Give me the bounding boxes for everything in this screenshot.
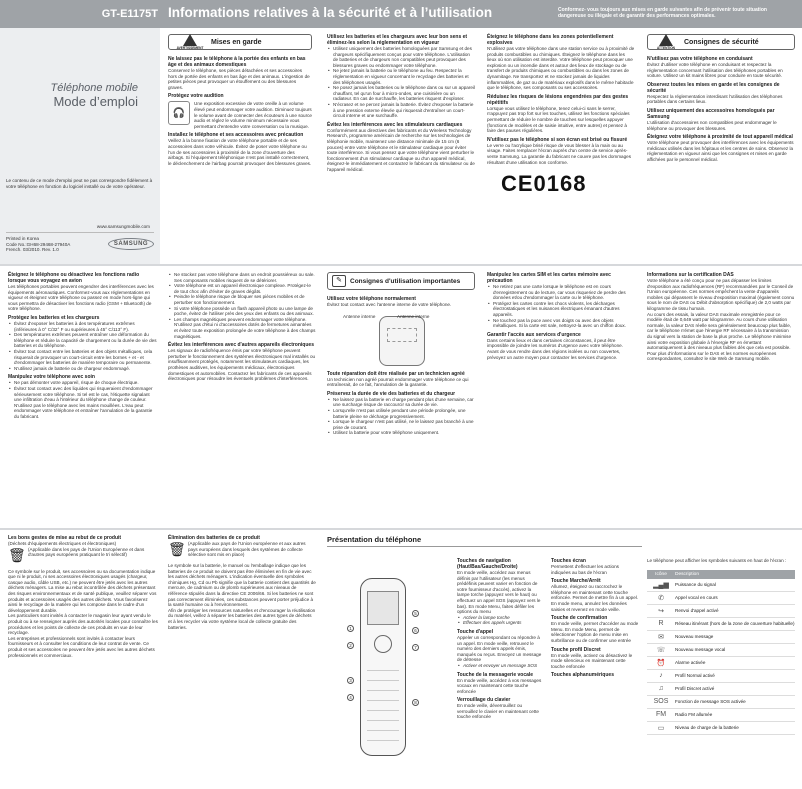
keypad xyxy=(367,661,399,743)
antenna-label-left: Antenne interne xyxy=(343,313,376,319)
m4-heading-2: Garantir l'accès aux services d'urgence xyxy=(487,331,581,338)
m3-text-2: Un technicien non agréé pourrait endommager votre téléphone ce qui entraînerait, de ce fait, l'annulation de la garantie. xyxy=(327,376,469,388)
usage-column xyxy=(327,272,475,436)
col2-bullet: • Ne posez jamais les batteries ou le téléphone dans ou sur un appareil chauffant, tel qu'un four à micro-ondes, une cuisinière ou un radiateur. En cas de surchauffe, les batteries risquent d'exploser. xyxy=(327,85,475,102)
icons-table-row xyxy=(647,683,795,696)
key-heading: Verrouillage du clavier xyxy=(457,697,511,704)
callout-6: 6 xyxy=(412,627,419,634)
safety-header xyxy=(647,34,795,50)
battery-disposal-column xyxy=(168,535,316,630)
m1-bullet: • Ne pas démonter votre appareil, risque de choque électrique. xyxy=(8,380,158,386)
b2-text-1: (Applicable aux pays de l'Union européenne et aux autres pays européens dans lesquels des systèmes de collecte sélective sont mis en place) xyxy=(188,541,306,558)
key-heading: Touche profil Discret xyxy=(551,646,601,653)
m5-text-3: Pour plus d'informations sur le DAS et les normes européennes correspondantes, consultez le site Web de Samsung mobile. xyxy=(647,350,777,362)
m3-bullet: • Utilisez la batterie pour votre téléphone uniquement. xyxy=(327,430,475,436)
m4-bullet: • Ne touchez pas la puce avec vos doigts ou avec des objets métalliques. Si la carte est sale, nettoyez-la avec un chiffon doux. xyxy=(487,318,635,329)
icons-section xyxy=(647,558,795,735)
phone-drawing xyxy=(360,578,406,756)
callout-8: 8 xyxy=(412,699,419,706)
col3-heading-2: Réduisez les risques de lésions engendrées par des gestes répétitifs xyxy=(487,93,629,106)
col2-bullet: • Ne jetez jamais la batterie ou le téléphone au feu. Respectez la réglementation en vigueur concernant le recyclage des batteries et des téléphones usagés. xyxy=(327,68,475,85)
icon-description: Renvoi d'appel activé xyxy=(675,608,719,614)
m5-text-1: Votre téléphone a été conçu pour ne pas dépasser les limites d'exposition aux radiofréquences (RF) recommandées par le Conseil de l'Union européenne. Ces normes empêchent la vente d'appareils mobiles qui dépassent le niveau d'exposition maximal (également connu sous le nom de DAS ou Débit d'absorption spécifique) de 2,0 watts par kilogramme de tissu humain. xyxy=(647,278,795,311)
cover-title-line1: Téléphone mobile xyxy=(50,82,138,94)
antenna-diagram xyxy=(327,310,475,368)
m3-heading-1: Utilisez votre téléphone normalement xyxy=(327,296,416,302)
m2-heading-1: Évitez les interférences avec d'autres appareils électroniques xyxy=(168,342,314,349)
status-icon: ▭ xyxy=(657,724,665,732)
antenna-area xyxy=(387,328,417,342)
callout-2: 2 xyxy=(347,642,354,649)
page-subtitle: Conformez- vous toujours aux mises en garde suivantes afin de prévenir toute situation dangereuse ou illégale et de garantir des performances optimales. xyxy=(558,7,767,19)
warnings-column xyxy=(168,34,312,166)
callout-3: 3 xyxy=(347,677,354,684)
icons-table-row xyxy=(647,579,795,592)
m1-heading-2: Protégez les batteries et les chargeurs xyxy=(8,314,100,321)
status-icon: ↪ xyxy=(658,607,664,615)
col2-heading-1: Utilisez les batteries et les chargeurs avec leur bon sens et éliminez-les selon la réglementation en vigueur xyxy=(327,34,468,46)
caution-icon xyxy=(659,34,673,46)
cover-title xyxy=(20,82,138,108)
callout-7: 7 xyxy=(412,644,419,651)
key-text: En mode veille, accédez à vos messages vocaux en maintenant cette touche enfoncée xyxy=(457,677,542,694)
warn-heading-1: Ne laissez pas le téléphone à la portée des enfants en bas âge et des animaux domestiques xyxy=(168,56,306,68)
warn-text-2: Une exposition excessive de votre oreille à un volume élevé peut endommager votre audition. Diminuez toujours le volume avant de connecter des écouteurs à une source audio et réglez le volume minimum nécessaire vous permettant d’entendre votre conversation ou la musique. xyxy=(194,101,312,129)
m1-bullet: • Évitez d'exposer les batteries à des températures extrêmes (inférieures à 0° C/32° F ou supérieures à 45° C/113° F). xyxy=(8,321,158,332)
b2-text-2: Le symbole sur la batterie, le manuel ou l'emballage indique que les batteries de ce produit ne doivent pas être éliminées en fin de vie avec les autres déchets ménagers. L'indication éventuelle des symboles chimiques Hg, Cd ou Pb signifie que la batterie contient des quantités de mercure, de cadmium ou de plomb supérieures aux niveaux de référence stipulés dans la directive CE 2006/66. Si les batteries ne sont pas correctement éliminées, ces substances peuvent porter préjudice à la santé humaine ou à l'environnement. xyxy=(168,563,316,608)
m3-text-1: Évitez tout contact avec l'antenne interne de votre téléphone. xyxy=(327,302,452,307)
presentation-header xyxy=(327,535,642,547)
icon-description: Alarme activée xyxy=(675,660,706,666)
icons-table-row xyxy=(647,644,795,657)
m4-bullet: • Protégez les cartes contre les chocs violents, les décharges électrostatiques et les nuisances électriques émanant d'autres appareils. xyxy=(487,301,635,318)
cover-url: www.samsungmobile.com xyxy=(96,224,150,229)
status-icon: R xyxy=(658,620,664,628)
icon-description: Fonction de message SOS activée xyxy=(675,699,746,705)
page-title: Informations relatives à la sécurité et à l’utilisation xyxy=(168,5,493,20)
col4-text-4: Votre téléphone peut provoquer des interférences avec les équipements médicaux utilisés dans les hôpitaux et les centres de soins. Observez la réglementation en vigueur ainsi que les consignes et mises en garde affichées par le personnel médical. xyxy=(647,140,794,162)
explosive-column xyxy=(487,34,635,197)
crossed-bin-icon: 🗑 xyxy=(8,546,26,563)
col3-heading-3: N'utilisez pas le téléphone si son écran est brisé ou fissuré xyxy=(487,136,628,143)
warn-heading-3: Installez le téléphone et ses accessoires avec précaution xyxy=(168,132,304,139)
key-sub: • Activer et envoyer un message SOS xyxy=(457,663,543,669)
sar-column xyxy=(647,272,795,362)
col4-heading-1: N'utilisez pas votre téléphone en conduisant xyxy=(647,56,753,62)
icons-intro: Le téléphone peut afficher les symboles suivants en haut de l'écran : xyxy=(647,558,787,563)
icons-table-row xyxy=(647,592,795,605)
batteries-column xyxy=(327,34,475,172)
nav-key xyxy=(374,635,392,653)
warn-text-1: Conservez le téléphone, ses pièces détachées et ses accessoires hors de portée des enfants en bas âge et des animaux. L’ingestion de petites pièces peut provoquer un étouffement ou des blessures graves. xyxy=(168,68,310,90)
icon-description: Radio FM allumée xyxy=(675,712,713,718)
key-heading: Touche de la messagerie vocale xyxy=(457,671,534,678)
phone-screen xyxy=(367,591,399,625)
hearing-block xyxy=(168,101,312,129)
usage-title: Consignes d'utilisation importantes xyxy=(350,277,461,285)
key-sub: • Effectuer des appels urgents xyxy=(457,620,543,626)
m2-bullet: • Peindre le téléphone risque de bloquer ses pièces mobiles et de perturber son fonctionnement. xyxy=(168,294,316,305)
m1-heading-3: Manipulez votre téléphone avec soin xyxy=(8,374,95,381)
status-icon: ☏ xyxy=(656,646,666,654)
status-icon: ▂▄▆ xyxy=(653,581,669,589)
flight-column xyxy=(8,272,158,419)
samsung-logo: SAMSUNG xyxy=(108,238,154,250)
weee-block xyxy=(8,547,158,569)
icons-table-row xyxy=(647,709,795,722)
callout-markers-left xyxy=(347,625,354,701)
col3-text-1: N'utilisez pas votre téléphone dans une station service ou à proximité de produits combustibles ou chimiques. Éteignez le téléphone dans les lieux où son utilisation est interdite. Votre téléphone peut provoquer une explosion ou un incendie dans et autour des lieux de stockage ou de transfert de produits chimiques ou combustibles ou dans les zones de dynamitage. Ne transportez et ne stockez jamais de liquides inflammables, de gaz ou de matériaux explosifs dans le même habitacle que le téléphone, ses composants ou ses accessoires. xyxy=(487,46,635,91)
callout-5: 5 xyxy=(412,610,419,617)
section-divider xyxy=(0,264,802,266)
col2-bullet: • N'écrasez et ne percez jamais la batterie. Évitez d'exposer la batterie à une pression externe élevée qui risquerait d'entraîner un court-circuit interne et une surchauffe. xyxy=(327,102,475,119)
warnings-title: Mises en garde xyxy=(211,38,262,46)
key-text: Appeler un correspondant ou répondre à un appel. En mode veille, retrouvez le numéro des derniers appels émis, manqués ou reçus. Envoyez un message de détresse xyxy=(457,634,542,663)
icons-table-body xyxy=(647,579,795,735)
icon-description: Profil Normal activé xyxy=(675,673,715,679)
icon-description: Nouveau message vocal xyxy=(675,647,726,653)
status-icon: ♫ xyxy=(658,685,664,693)
col4-text-1: Évitez d'utiliser votre téléphone en conduisant et respectez la réglementation concernant l'utilisation des téléphones portables en voiture. Utilisez un kit mains libres pour conduire en toute sécurité. xyxy=(647,62,783,79)
key-text: Permettent d'effectuer les actions indiquées au bas de l'écran xyxy=(551,564,619,575)
warning-icon xyxy=(183,34,197,46)
col3-text-3: Le verre ou l'acrylique brisé risque de vous blesser à la main ou au visage. Faites remplacer l'écran auprès d'un centre de service après-vente Samsung. La garantie du fabricant ne couvre pas les dommages résultant d'une utilisation non conforme. xyxy=(487,142,632,165)
col4-heading-4: Éteignez votre téléphone à proximité de tout appareil médical xyxy=(647,134,793,141)
safety-column xyxy=(647,34,795,163)
care-column xyxy=(168,272,316,382)
m4-heading-1: Manipulez les cartes SIM et les cartes mémoire avec précaution xyxy=(487,272,611,284)
key-text: En mode veille, accédez aux menus définis par l'utilisateur (les menus prédéfinis peuvent varier en fonction de votre fournisseur d'accès), activez la lampe torche (appuyez vers le haut) ou effectuez un appel SOS (appuyez vers le bas). En mode Menu, faites défiler les options du menu xyxy=(457,570,541,615)
icons-col-desc: Description xyxy=(675,571,699,577)
icons-table-row xyxy=(647,631,795,644)
note-icon: ✎ xyxy=(332,275,346,287)
m3-bullet: • Ne laissez pas la batterie en charge pendant plus d'une semaine, car une surcharge risque de raccourcir sa durée de vie. xyxy=(327,397,475,408)
b1-subheading: (Déchets d'équipements électriques et électroniques) xyxy=(8,541,117,546)
key-heading: Touche Marche/Arrêt xyxy=(551,578,601,585)
col3-text-2: Lorsque vous utilisez le téléphone, tenez celui-ci sans le serrer, n'appuyez pas trop fort sur les touches, utilisez les fonctions spéciales permettant de réduire le nombre de touches sur lesquelles appuyer (fonctions de modèles et de saisie intuitive, entre autres) et pensez à faire des pauses régulières. xyxy=(487,105,630,134)
crossed-bin-icon: 🗑 xyxy=(168,541,186,557)
callout-4: 4 xyxy=(347,694,354,701)
safety-title: Consignes de sécurité xyxy=(684,38,759,46)
m1-bullet: • Évitez tout contact avec des liquides qui risqueraient d'endommager sérieusement votre téléphone. Si tel est le cas, l'étiquette signalant une infiltration d'eau à l'intérieur du téléphone change de couleur. N'utilisez pas le téléphone avec les mains mouillées. L'eau peut endommager votre téléphone et entraîner l'annulation de la garantie du fabricant. xyxy=(8,386,158,420)
b2-heading: Élimination des batteries de ce produit xyxy=(168,535,260,541)
key-heading: Touches alphanumériques xyxy=(551,672,614,679)
m3-bullet: • Lorsque le chargeur n'est pas utilisé, ne le laissez pas branché à une prise de courant. xyxy=(327,419,475,430)
b2-text-3: Afin de protéger les ressources naturelles et d'encourager la réutilisation du matériel, veillez à séparer les batteries des autres types de déchets et à les recycler via votre système local de collecte gratuite des batteries. xyxy=(168,607,316,630)
presentation-title: Présentation du téléphone xyxy=(327,535,422,544)
icon-description: Niveau de charge de la batterie xyxy=(675,725,739,731)
disposal-column xyxy=(8,535,158,658)
m1-text-1: Les téléphones portables peuvent engendrer des interférences avec les équipements aéronautiques. Conformez-vous aux réglementations en vigueur et éteignez votre téléphone ou passez en mode hors-ligne qui vous permettra de désactiver les fonctions radio (GSM + Bluetooth) de votre téléphone. xyxy=(8,284,154,312)
b1-text-2: Ce symbole sur le produit, ses accessoires ou sa documentation indique que ni le produit, ni ses accessoires électroniques usagés (chargeur, casque audio, câble USB, etc.) ne peuvent être jetés avec les autres déchets ménagers. La mise au rebut incontrôlée des déchets présentant des risques environnementaux et de santé publique, veuillez séparer vos produits et accessoires usagés des autres déchets. Vous favoriserez ainsi le recyclage de la matière qui les compose dans le cadre d'un développement durable. xyxy=(8,568,157,613)
status-icon: SOS xyxy=(653,698,669,706)
keys-column-1 xyxy=(457,558,543,720)
status-icon: FM xyxy=(655,711,667,719)
key-text: En mode veille, activez ou désactivez le mode silencieux en maintenant cette touche enfoncée xyxy=(551,652,633,669)
m2-bullet: • Ne stockez pas votre téléphone dans un endroit poussiéreux ou sale. Ses composants mobiles risquent de se détériorer. xyxy=(168,272,316,283)
m1-bullet: • Évitez tout contact entre les batteries et des objets métalliques, cela risquerait de provoquer un court-circuit entre les bornes + et - et d'endommager les batteries de manière temporaire ou permanente. xyxy=(8,349,158,366)
key-text: En mode veille, permet d'accéder au mode Menu. En mode Menu, permet de sélectionner l'option de menu mise en surbrillance ou de confirmer une entrée xyxy=(551,621,639,643)
icons-table-row xyxy=(647,696,795,709)
key-heading: Touches de navigation (Haut/Bas/Gauche/Droite) xyxy=(457,558,518,570)
cover-divider xyxy=(6,232,154,233)
key-text: En mode veille, déverrouillez ou verrouillez le clavier en maintenant cette touche enfoncée xyxy=(457,703,539,720)
b1-text-1: (Applicable dans les pays de l'Union Européenne et dans d'autres pays européens pratiquant le tri sélectif) xyxy=(28,546,145,558)
callout-1: 1 xyxy=(347,625,354,632)
col4-heading-2: Observez toutes les mises en garde et les consignes de sécurité xyxy=(647,81,780,94)
warnings-header xyxy=(168,34,312,50)
b1-heading: Les bons gestes de mise au rebut de ce produit xyxy=(8,535,122,541)
caution-badge: ATTENTION xyxy=(652,34,680,50)
key-text: Allumez, éteignez ou raccrochez le téléphone en maintenant cette touche enfoncée. Permet de mettre fin à un appel. En mode menu, annulez les données saisies et revenez en mode veille. xyxy=(551,584,639,612)
status-icon: ✆ xyxy=(658,594,664,602)
status-icon: ⏰ xyxy=(656,659,666,667)
model-number: GT-E1175T xyxy=(101,8,158,20)
m2-text-1: Les signaux de radiofréquence émis par votre téléphone peuvent perturber le fonctionnement des systèmes électroniques mal installés ou insuffisamment protégés, notamment les stimulateurs cardiaques, les prothèses auditives, les équipements médicaux, électroniques domestiques et automobiles. Contactez les fabricants de ces appareils électroniques pour résoudre les éventuels problèmes d'interférences. xyxy=(168,348,316,382)
icon-description: Profil Discret activé xyxy=(675,686,715,692)
m2-bullet: • Votre téléphone est un appareil électronique complexe. Protégez-le de tout choc afin d'éviter de graves dégâts. xyxy=(168,283,316,294)
col2-text-2: Conformément aux directives des fabricants et du Wireless Technology Research, programme américain de recherche sur les technologies de téléphonie mobile, maintenez une distance minimale de 15 cm (6 pouces) entre votre téléphone et le stimulateur cardiaque pour éviter toute interférence. Si vous pensez que votre téléphone vient perturber le fonctionnement d'un stimulateur cardiaque ou d'un appareil médical, éteignez-le immédiatement et contactez le fabricant du stimulateur ou de l'appareil médical. xyxy=(327,127,475,172)
print-info xyxy=(6,236,96,253)
cover-title-line2: Mode d’emploi xyxy=(53,94,138,109)
status-icon: ♪ xyxy=(659,672,663,680)
print-country: Printed in Korea xyxy=(6,236,39,241)
ear-icon: 🎧 xyxy=(168,101,190,125)
print-version: French. 03/2010. Rev. 1.0 xyxy=(6,247,59,253)
key-heading: Touche d'appel xyxy=(457,628,494,635)
warning-badge: AVERTISSEMENT xyxy=(173,34,207,50)
print-code: Code No.:GH68-29468-27940A xyxy=(6,241,71,247)
col4-text-3: L'utilisation d'accessoires non compatibles peut endommager le téléphone ou provoquer des blessures. xyxy=(647,119,777,131)
b1-text-4: Les entreprises et professionnels sont invités à contacter leurs fournisseurs et à consulter les conditions de leur contrat de vente. Ce produit et ses accessoires ne peuvent être jetés avec les autres déchets professionnels et commerciaux. xyxy=(8,635,155,658)
m2-bullet: • Si votre téléphone possède un flash appareil photo ou une lampe de poche, évitez de l'utiliser près des yeux des enfants ou des animaux. xyxy=(168,306,316,317)
m3-bullet: • Lorsqu'elle n'est pas utilisée pendant une période prolongée, une batterie pleine se décharge progressivement. xyxy=(327,408,475,419)
col2-bullet: • Utilisez uniquement des batteries homologuées par Samsung et des chargeurs spécifiquement conçus pour votre téléphone. L'utilisation de batteries et de chargeurs non compatibles peut provoquer des blessures graves ou endommager votre téléphone. xyxy=(327,46,475,68)
col2-heading-2: Évitez les interférences avec les stimulateurs cardiaques xyxy=(327,121,463,128)
key-sub: • Activer la lampe torche xyxy=(457,615,543,621)
col3-heading-1: Éteignez le téléphone dans les zones potentiellement explosives xyxy=(487,34,614,46)
battery-bin-block xyxy=(168,541,316,563)
icons-table-row xyxy=(647,670,795,683)
m1-heading-1: Éteignez le téléphone ou désactivez les fonctions radio lorsque vous voyagez en avion xyxy=(8,272,140,284)
icons-table-row xyxy=(647,722,795,735)
icon-description: Appel vocal en cours xyxy=(675,595,718,601)
m2-bullet: • Les champs magnétiques peuvent endommager votre téléphone. N'utilisez pas d'étui ni d'accessoires dotés de fermetures aimantées et évitez toute exposition prolongée de votre téléphone à des champs magnétiques. xyxy=(168,317,316,339)
col4-text-2: Respectez la réglementation interdisant l'utilisation des téléphones portables dans certains lieux. xyxy=(647,93,783,105)
m1-bullet: • N'utilisez jamais de batterie ou de chargeur endommagé. xyxy=(8,366,158,372)
ce-mark: CE0168 xyxy=(501,171,587,197)
icon-description: Puissance du signal xyxy=(675,582,716,588)
col4-heading-3: Utilisez uniquement des accessoires homologués par Samsung xyxy=(647,107,775,120)
warn-text-3: Veillez à la bonne fixation de votre téléphone portable et de ses accessoires dans votre véhicule. Évitez de poser votre téléphone ou l’un de ses accessoires à proximité de la zone d’ouverture des airbags. Si l’équipement téléphonique n’est pas installé correctement, le déclenchement de l’airbag pourrait provoquer des blessures graves. xyxy=(168,138,312,166)
icons-table-row xyxy=(647,657,795,670)
antenna-label-right: Antenne interne xyxy=(397,313,430,319)
usage-header xyxy=(327,272,475,290)
b1-text-3: Les particuliers sont invités à contacter le magasin leur ayant vendu le produit ou à se renseigner auprès des autorités locales pour connaître les procédures et les points de collecte de ces produits en vue de leur recyclage. xyxy=(8,613,158,636)
section-divider xyxy=(0,528,802,530)
warn-heading-2: Protégez votre audition xyxy=(168,93,224,100)
status-icon: ✉ xyxy=(658,633,664,641)
key-heading: Touches écran xyxy=(551,558,586,564)
keys-column-2 xyxy=(551,558,639,678)
icons-table-row xyxy=(647,618,795,631)
m1-bullet: • Des températures extrêmes peuvent entraîner une déformation du téléphone et réduire la capacité de chargement ou la durée de vie des batteries et du téléphone. xyxy=(8,332,158,349)
m5-heading-1: Informations sur la certification DAS xyxy=(647,272,734,278)
cards-column xyxy=(487,272,635,360)
cover-note: Le contenu de ce mode d'emploi peut ne pas correspondre fidèlement à votre téléphone en fonction du logiciel installé ou de votre opérateur. xyxy=(6,178,153,189)
icons-col-icon: Icône xyxy=(655,571,667,577)
m3-heading-2: Toute réparation doit être réalisée par un technicien agréé xyxy=(327,370,465,377)
m3-heading-3: Préservez la durée de vie des batteries et du chargeur xyxy=(327,390,456,397)
m4-bullet: • Ne retirez pas une carte lorsque le téléphone est en cours d'enregistrement ou de lecture, car vous risqueriez de perdre des données et/ou d'endommager la carte ou le téléphone. xyxy=(487,284,635,301)
icon-description: Réseau itinérant (hors de la zone de couverture habituelle) xyxy=(675,621,795,627)
icons-table-header xyxy=(647,570,795,579)
callout-markers-right xyxy=(412,610,419,706)
m5-text-2: Au cours des essais, la valeur DAS maximale enregistrée pour ce modèle était de 0,649 watt par kilogramme. Au cours d'une utilisation normale, la valeur DAS réelle sera généralement beaucoup plus faible, car le téléphone n'émet que l'énergie RF nécessaire à la transmission du signal vers la station de base la plus proche. Le téléphone minimise ainsi votre exposition globale à l'énergie RF en émettant automatiquement à des niveaux plus faibles dès que cela est possible. xyxy=(647,311,792,351)
key-heading: Touche de confirmation xyxy=(551,615,608,622)
icons-table-row xyxy=(647,605,795,618)
icon-description: Nouveau message xyxy=(675,634,714,640)
m4-text-2: Dans certains lieux et dans certaines circonstances, il peut être impossible de joindre les numéros d'urgence avec votre téléphone. Avant de vous rendre dans des régions isolées ou non couvertes, prévoyez un autre moyen pour contacter les services d'urgence. xyxy=(487,337,623,360)
